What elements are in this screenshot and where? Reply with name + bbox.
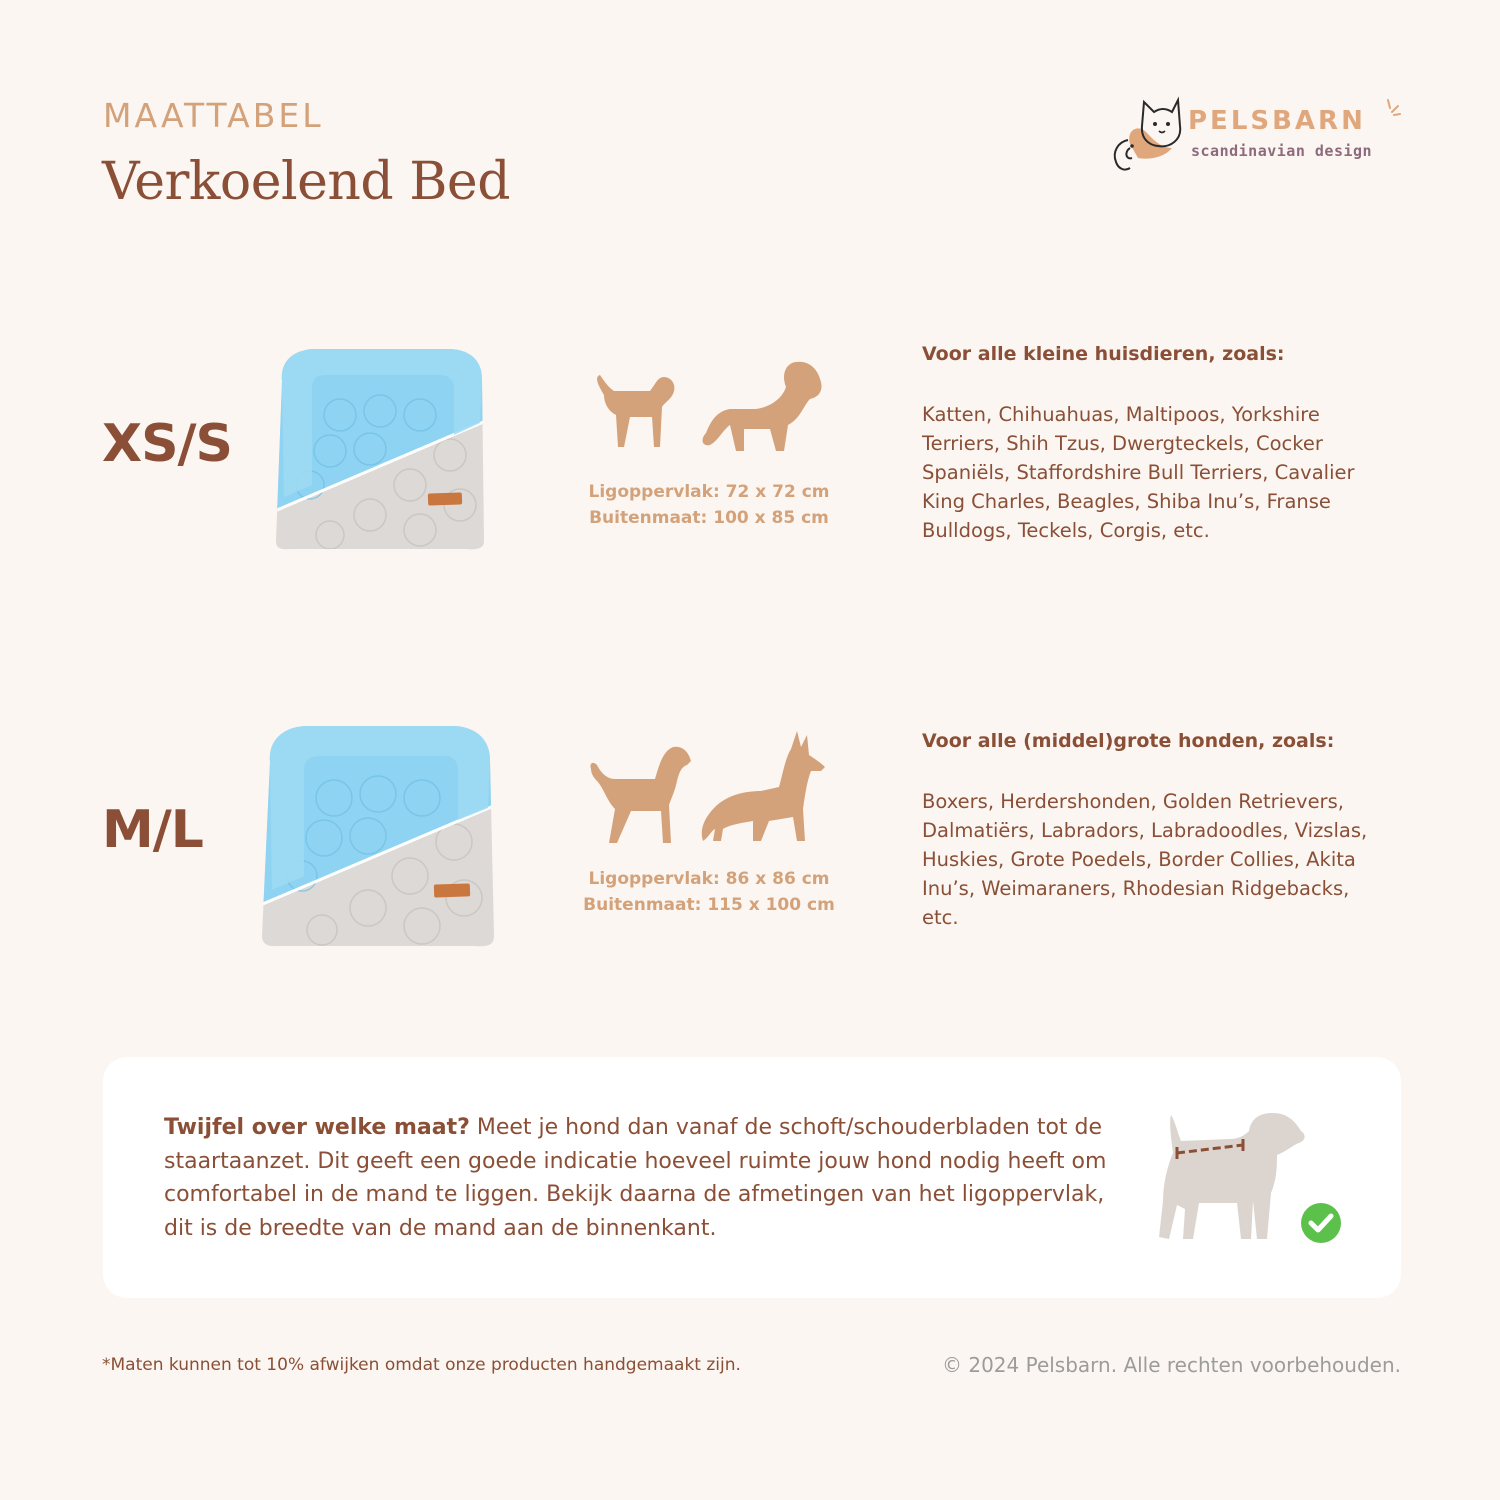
size-disclaimer: *Maten kunnen tot 10% afwijken omdat onze producten handgemaakt zijn. — [102, 1355, 741, 1375]
dog-silhouettes-m-l — [585, 725, 830, 847]
tip-body: Meet je hond dan vanaf de schoft/schouderbladen tot de staartaanzet. Dit geeft een goede indicatie hoeveel ruimte jouw hond nodig heeft om comfortabel in de mand te liggen. Bekijk daarna de afmetingen van het ligoppervlak, dit is de breedte van de mand aan de binnenkant. — [164, 1115, 1107, 1241]
brand-name: PELSBARN — [1188, 106, 1366, 136]
measurements-xs-s — [579, 479, 839, 531]
check-icon — [1301, 1203, 1341, 1243]
breeds-heading-m-l: Voor alle (middel)grote honden, zoals: — [922, 730, 1335, 752]
measurements-m-l — [579, 866, 839, 918]
size-label-m-l: M/L — [102, 800, 203, 860]
outer-size-xs-s: Buitenmaat: 100 x 85 cm — [589, 508, 829, 528]
outer-size-m-l: Buitenmaat: 115 x 100 cm — [583, 895, 835, 915]
shepherd-silhouette-icon — [702, 731, 825, 841]
breeds-list-m-l: Boxers, Herdershonden, Golden Retrievers, Dalmatiërs, Labradors, Labradoodles, Vizslas, Huskies, Grote Poedels, Border Collies, Akita Inu’s, Weimaraners, Rhodesian Ridgebacks, etc. — [922, 790, 1368, 929]
dog-silhouettes-xs-s — [590, 355, 830, 455]
size-label-xs-s: XS/S — [102, 414, 232, 474]
bed-image-m-l — [258, 722, 503, 952]
page-kicker: MAATTABEL — [103, 96, 324, 135]
measuring-tip-card — [103, 1057, 1401, 1298]
brand-tagline: scandinavian design — [1191, 142, 1373, 160]
brand-logo — [1108, 96, 1408, 180]
lying-area-m-l: Ligoppervlak: 86 x 86 cm — [588, 869, 830, 889]
bed-image-xs-s — [270, 345, 495, 555]
labrador-silhouette-icon — [590, 747, 691, 843]
chihuahua-silhouette-icon — [597, 375, 674, 447]
page-title: Verkoelend Bed — [102, 152, 510, 212]
copyright-notice: © 2024 Pelsbarn. Alle rechten voorbehouden. — [941, 1353, 1401, 1377]
tip-lead: Twijfel over welke maat? — [164, 1115, 470, 1140]
dog-measure-illustration — [1153, 1109, 1353, 1249]
tip-text — [164, 1111, 1124, 1245]
beagle-silhouette-icon — [1159, 1113, 1305, 1239]
breeds-heading-xs-s: Voor alle kleine huisdieren, zoals: — [922, 343, 1285, 365]
spaniel-silhouette-icon — [703, 362, 822, 451]
lying-area-xs-s: Ligoppervlak: 72 x 72 cm — [588, 482, 830, 502]
breeds-list-xs-s: Katten, Chihuahuas, Maltipoos, Yorkshire Terriers, Shih Tzus, Dwergteckels, Cocker Spaniëls, Staffordshire Bull Terriers, Cavalier King Charles, Beagles, Shiba Inu’s, Franse Bulldogs, Teckels, Corgis, etc. — [922, 403, 1355, 542]
